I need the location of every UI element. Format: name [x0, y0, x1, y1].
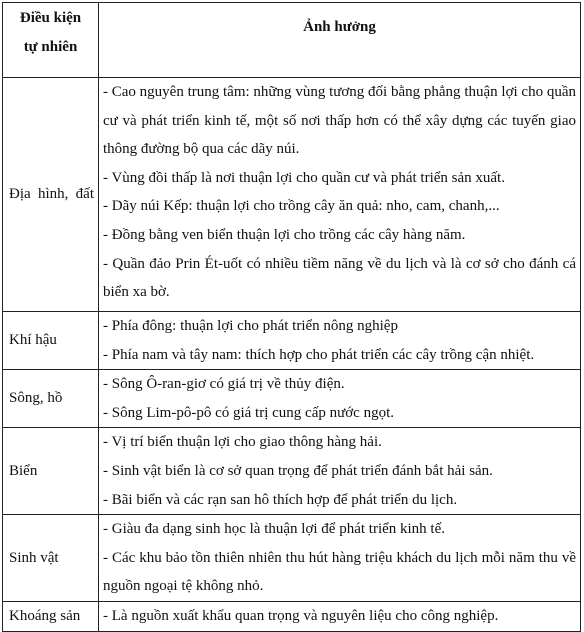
list-item: - Vị trí biển thuận lợi cho giao thông hàng hải. [103, 434, 382, 451]
header-conditions-line2: tự nhiên [23, 39, 78, 55]
row-content [99, 312, 581, 370]
table-row [3, 370, 581, 428]
list-item: - Dãy núi Kếp: thuận lợi cho trồng cây ăn quả: nho, cam, chanh,... [103, 198, 500, 215]
list-item: - Cao nguyên trung tâm: những vùng tương đối bằng phẳng thuận lợi cho quần cư và phát triển kinh tế, một số nơi thấp hơn có thể xây dựng các tuyến giao thông đường bộ qua các dãy núi. [103, 84, 576, 158]
table-row [3, 312, 581, 370]
table-row [3, 78, 581, 312]
row-label: Sinh vật [3, 515, 99, 602]
list-item: - Các khu bảo tồn thiên nhiên thu hút hàng triệu khách du lịch mỗi năm thu về nguồn ngoại tệ không nhỏ. [103, 549, 576, 595]
table-row [3, 601, 581, 631]
list-item: - Phía nam và tây nam: thích hợp cho phát triển các cây trồng cận nhiệt. [103, 346, 535, 363]
row-label: Khí hậu [3, 312, 99, 370]
list-item: - Sông Lim-pô-pô có giá trị cung cấp nước ngọt. [103, 404, 394, 421]
table-row [3, 428, 581, 515]
row-content [99, 78, 581, 312]
row-content [99, 601, 581, 631]
table-header-row [3, 3, 581, 78]
list-item: - Đồng bằng ven biển thuận lợi cho trồng các cây hàng năm. [103, 226, 466, 243]
list-item: - Là nguồn xuất khẩu quan trọng và nguyên liệu cho công nghiệp. [103, 607, 499, 624]
header-cell-conditions [3, 3, 99, 78]
row-label: Biển [3, 428, 99, 515]
row-label: Sông, hồ [3, 370, 99, 428]
row-label: Địa hình, đất [3, 78, 99, 312]
list-item: - Phía đông: thuận lợi cho phát triển nông nghiệp [103, 318, 398, 334]
header-conditions-line1: Điều kiện [19, 10, 82, 26]
list-item: - Bãi biển và các rạn san hô thích hợp để phát triển du lịch. [103, 491, 458, 508]
list-item: - Quần đảo Prin Ét-uốt có nhiều tiềm năng về du lịch và là cơ sở cho đánh cá biển xa bờ. [103, 255, 576, 301]
list-item: - Sông Ô-ran-giơ có giá trị về thủy điện. [103, 376, 345, 393]
list-item: - Vùng đồi thấp là nơi thuận lợi cho quần cư và phát triển sản xuất. [103, 169, 505, 186]
header-cell-influence: Ảnh hưởng [99, 3, 581, 78]
row-content [99, 515, 581, 602]
list-item: - Giàu đa dạng sinh học là thuận lợi để phát triển kinh tế. [103, 521, 446, 538]
row-label: Khoáng sản [3, 601, 99, 631]
row-content [99, 370, 581, 428]
natural-conditions-table [2, 2, 581, 632]
list-item: - Sinh vật biển là cơ sở quan trọng để phát triển đánh bắt hải sản. [103, 462, 493, 479]
table-row [3, 515, 581, 602]
row-content [99, 428, 581, 515]
